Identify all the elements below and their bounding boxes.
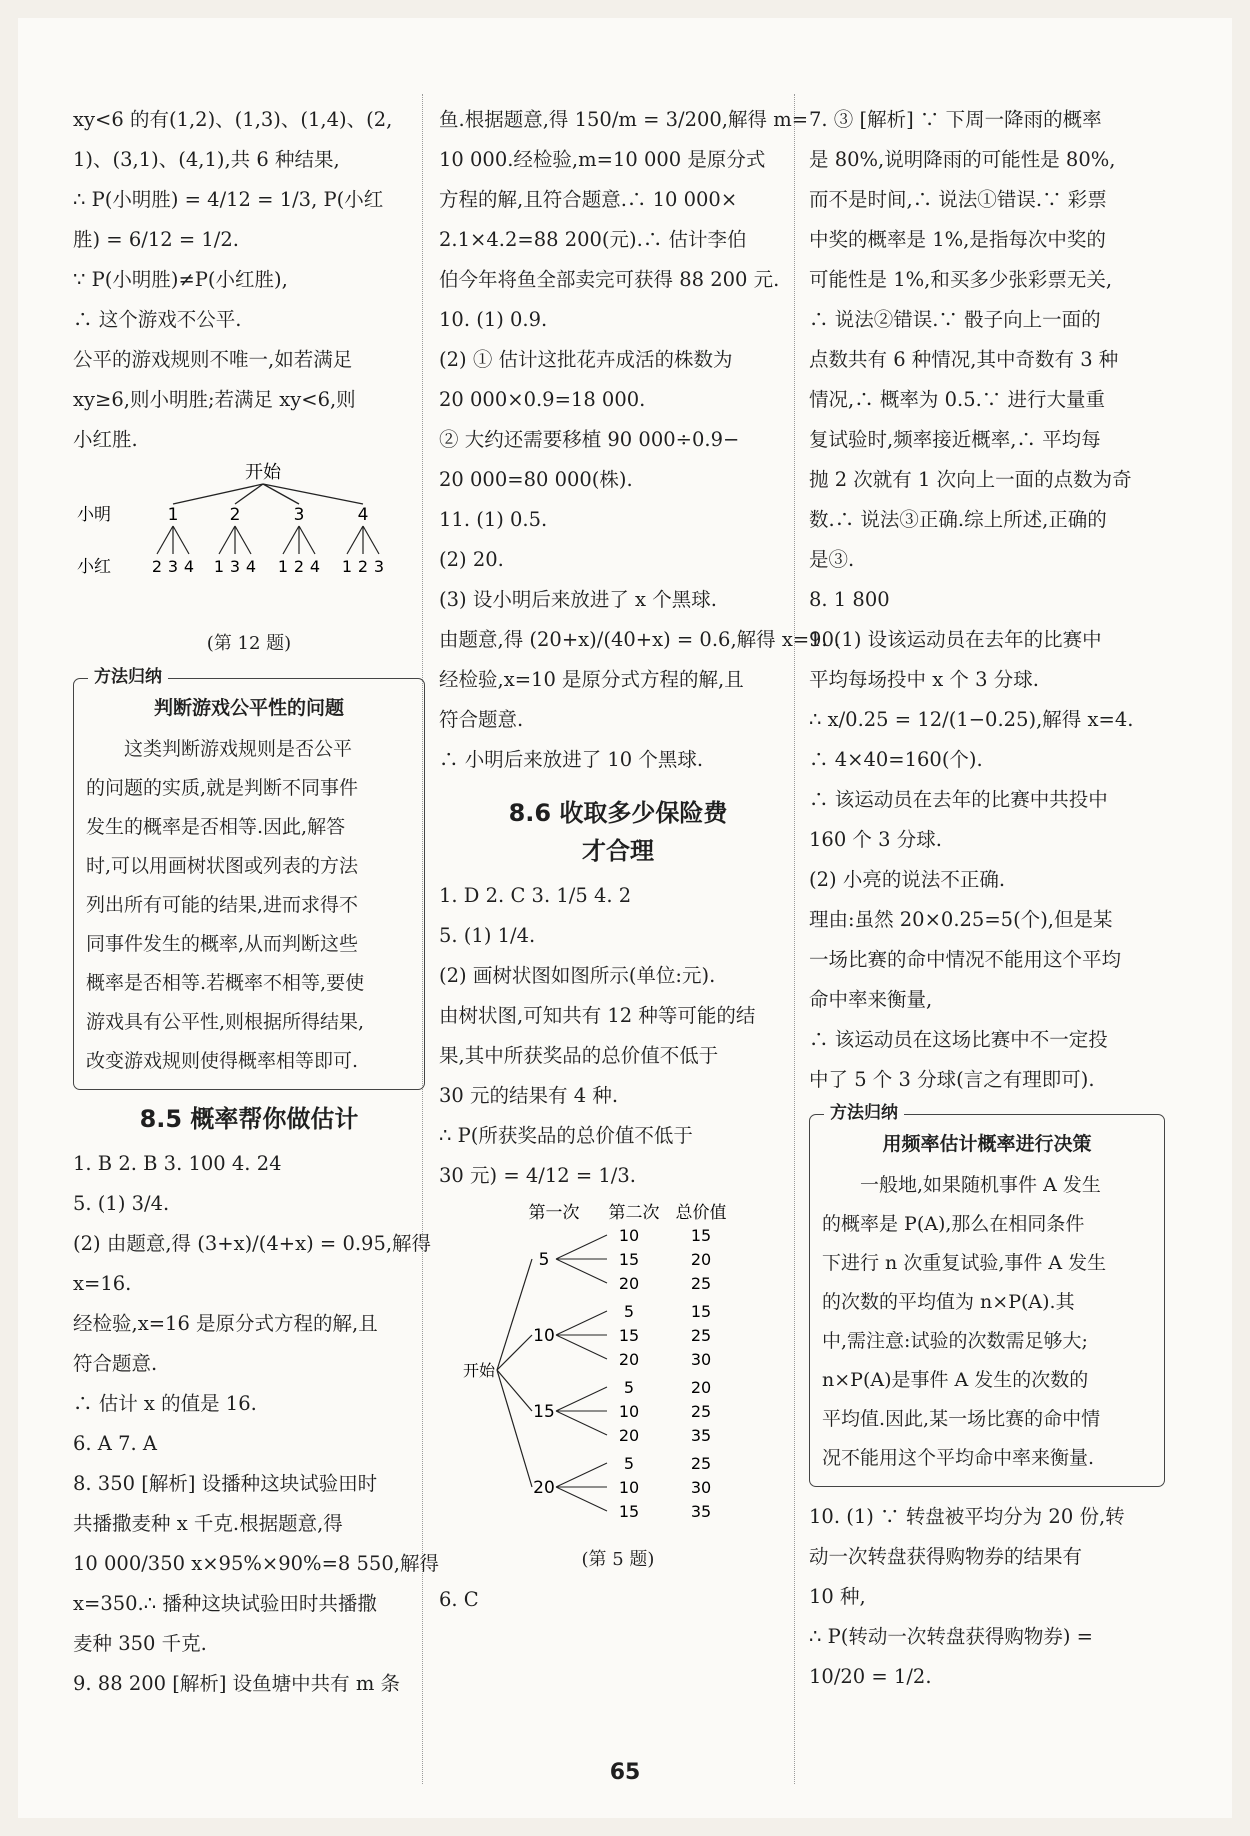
text-line: 命中率来衡量, (809, 988, 933, 1011)
tree-total-label: 25 (690, 1326, 712, 1345)
text-line: 是 80%,说明降雨的可能性是 80%, (809, 148, 1116, 171)
tree-node-label: 15 (533, 1402, 555, 1422)
text-line: 伯今年将鱼全部卖完可获得 88 200 元. (439, 268, 780, 291)
tree-branch (363, 526, 379, 554)
method-body (86, 730, 412, 1081)
text-line: 符合题意. (73, 1352, 158, 1375)
text-line: ∴ P(转动一次转盘获得购物券) = (809, 1625, 1093, 1648)
tree-leaf-label: 15 (618, 1502, 640, 1521)
text-line: 11. (1) 0.5. (439, 508, 548, 531)
text-line: 可能性是 1%,和买多少张彩票无关, (809, 268, 1113, 291)
text-line: ∴ P(小明胜) = 4/12 = 1/3, P(小红 (73, 188, 384, 211)
text-line: 共播撒麦种 x 千克.根据题意,得 (73, 1512, 343, 1535)
section-title (439, 794, 797, 870)
answer-line: 6. C (439, 1588, 479, 1611)
section-title-line: 8.6 收取多少保险费 (508, 799, 728, 827)
text-line: 游戏具有公平性,则根据所得结果, (86, 1011, 365, 1033)
text-line: 10 000.经检验,m=10 000 是原分式 (439, 148, 766, 171)
tree-leaf-label: 1 (277, 557, 289, 576)
text-line: 6. A 7. A (73, 1432, 157, 1455)
tree-diagram-svg (439, 1196, 797, 1526)
text-line: 5. (1) 3/4. (73, 1192, 170, 1215)
text-line: (2) 画树状图如图所示(单位:元). (439, 964, 716, 987)
text-line: 鱼.根据题意,得 150/m = 3/200,解得 m= (439, 108, 809, 131)
text-line: (2) 由题意,得 (3+x)/(4+x) = 0.95,解得 (73, 1232, 432, 1255)
text-line: 经检验,x=10 是原分式方程的解,且 (439, 668, 744, 691)
method-summary-box (809, 1103, 1165, 1487)
method-summary-box (73, 667, 425, 1090)
text-line: ∴ P(所获奖品的总价值不低于 (439, 1124, 693, 1147)
answer-text-block (809, 100, 1165, 1100)
method-body (822, 1166, 1152, 1478)
text-line: 由树状图,可知共有 12 种等可能的结 (439, 1004, 756, 1027)
tree-total-label: 15 (690, 1302, 712, 1321)
tree-branch (556, 1487, 607, 1511)
tree-branch (347, 526, 363, 554)
page-number: 65 (609, 1760, 641, 1785)
tree-branch (556, 1311, 607, 1335)
text-line: 1. D 2. C 3. 1/5 4. 2 (439, 884, 632, 907)
text-line: ∴ x/0.25 = 12/(1−0.25),解得 x=4. (809, 708, 1134, 731)
text-line: 点数共有 6 种情况,其中奇数有 3 种 (809, 348, 1119, 371)
tree-leaf-label: 5 (623, 1302, 635, 1321)
text-line: 5. (1) 1/4. (439, 924, 536, 947)
text-line: 的概率是 P(A),那么在相同条件 (822, 1213, 1085, 1235)
tree-leaf-label: 10 (618, 1402, 640, 1421)
text-line: 8. 350 [解析] 设播种这块试验田时 (73, 1472, 378, 1495)
text-line: 小红胜. (73, 428, 138, 451)
figure-caption: (第 5 题) (581, 1549, 655, 1570)
text-line: (2) 20. (439, 548, 504, 571)
text-line: 一场比赛的命中情况不能用这个平均 (809, 948, 1122, 971)
text-line: 8. 1 800 (809, 588, 890, 611)
tree-node-label: 2 (229, 505, 241, 525)
tree-branch (497, 1370, 532, 1487)
tree-total-label: 20 (690, 1378, 712, 1397)
tree-total-label: 30 (690, 1350, 712, 1369)
text-line: 中了 5 个 3 分球(言之有理即可). (809, 1068, 1095, 1091)
text-line: 30 元的结果有 4 种. (439, 1084, 619, 1107)
tree-leaf-label: 3 (167, 557, 179, 576)
text-line: 平均每场投中 x 个 3 分球. (809, 668, 1039, 691)
tree-branch (173, 526, 189, 554)
tree-diagram-q12 (73, 460, 425, 664)
text-line: 9. 88 200 [解析] 设鱼塘中共有 m 条 (73, 1672, 401, 1695)
text-line: 果,其中所获奖品的总价值不低于 (439, 1044, 719, 1067)
tree-leaf-label: 3 (229, 557, 241, 576)
text-line: 的次数的平均值为 n×P(A).其 (822, 1291, 1075, 1313)
text-line: x=16. (73, 1272, 132, 1295)
tree-root-label: 开始 (245, 462, 281, 483)
tree-leaf-label: 5 (623, 1454, 635, 1473)
workbook-page (18, 18, 1232, 1818)
text-line: 9. (1) 设该运动员在去年的比赛中 (809, 628, 1102, 651)
tree-leaf-label: 2 (357, 557, 369, 576)
text-line: 10. (1) 0.9. (439, 308, 548, 331)
text-line: 20 000=80 000(株). (439, 468, 633, 491)
text-line: ∴ 说法②错误.∵ 骰子向上一面的 (809, 308, 1101, 331)
tree-leaf-label: 2 (293, 557, 305, 576)
column-left (73, 100, 439, 1704)
tree-header-label: 总价值 (675, 1203, 727, 1223)
tree-branch (556, 1411, 607, 1435)
tree-branch (556, 1387, 607, 1411)
tree-row-label: 小红 (77, 557, 111, 577)
tree-node-label: 1 (167, 505, 179, 525)
text-line: 符合题意. (439, 708, 524, 731)
tree-branch (556, 1463, 607, 1487)
tree-leaf-label: 20 (618, 1426, 640, 1445)
tree-leaf-label: 4 (245, 557, 257, 576)
tree-leaf-label: 10 (618, 1478, 640, 1497)
tree-node-label: 20 (533, 1478, 555, 1498)
text-line: (2) 小亮的说法不正确. (809, 868, 1006, 891)
tree-header-label: 第二次 (608, 1203, 660, 1223)
text-line: 概率是否相等.若概率不相等,要使 (86, 972, 365, 994)
text-line: 同事件发生的概率,从而判断这些 (86, 933, 359, 955)
text-line: 而不是时间,∴ 说法①错误.∵ 彩票 (809, 188, 1107, 211)
method-tag: 方法归纳 (824, 1101, 904, 1125)
text-line: ∴ 估计 x 的值是 16. (73, 1392, 257, 1415)
text-line: (2) ① 估计这批花卉成活的株数为 (439, 348, 733, 371)
tree-branch (556, 1259, 607, 1283)
tree-branch (299, 526, 315, 554)
text-line: 中,需注意:试验的次数需足够大; (822, 1330, 1088, 1352)
text-line: 10. (1) ∵ 转盘被平均分为 20 份,转 (809, 1505, 1125, 1528)
text-line: 160 个 3 分球. (809, 828, 942, 851)
text-line: 这类判断游戏规则是否公平 (124, 738, 353, 760)
method-title: 判断游戏公平性的问题 (153, 697, 344, 719)
method-tag: 方法归纳 (88, 665, 168, 689)
text-line: 2.1×4.2=88 200(元).∴ 估计李伯 (439, 228, 747, 251)
method-title: 用频率估计概率进行决策 (882, 1133, 1092, 1155)
text-line: 1)、(3,1)、(4,1),共 6 种结果, (73, 148, 340, 171)
text-line: 发生的概率是否相等.因此,解答 (86, 816, 346, 838)
tree-leaf-label: 4 (309, 557, 321, 576)
tree-node-label: 3 (293, 505, 305, 525)
text-line: xy<6 的有(1,2)、(1,3)、(1,4)、(2, (73, 108, 393, 131)
text-line: 20 000×0.9=18 000. (439, 388, 646, 411)
tree-leaf-label: 5 (623, 1378, 635, 1397)
tree-leaf-label: 15 (618, 1250, 640, 1269)
tree-branch (556, 1235, 607, 1259)
text-line: 1. B 2. B 3. 100 4. 24 (73, 1152, 282, 1175)
tree-diagram-q5 (439, 1196, 797, 1580)
tree-branch (556, 1335, 607, 1359)
tree-total-label: 20 (690, 1250, 712, 1269)
section-title: 8.5 概率帮你做估计 (139, 1105, 359, 1133)
tree-leaf-label: 3 (373, 557, 385, 576)
section-title-line: 才合理 (582, 837, 654, 865)
tree-header-label: 第一次 (528, 1203, 580, 1223)
text-line: ∵ P(小明胜)≠P(小红胜), (73, 268, 288, 291)
tree-total-label: 15 (690, 1226, 712, 1245)
text-line: 平均值.因此,某一场比赛的命中情 (822, 1408, 1101, 1430)
tree-diagram-svg (73, 460, 425, 610)
text-line: xy≥6,则小明胜;若满足 xy<6,则 (73, 388, 356, 411)
text-line: ∴ 该运动员在这场比赛中不一定投 (809, 1028, 1108, 1051)
text-line: 10/20 = 1/2. (809, 1665, 932, 1688)
tree-leaf-label: 1 (213, 557, 225, 576)
text-line: (3) 设小明后来放进了 x 个黑球. (439, 588, 717, 611)
text-line: 时,可以用画树状图或列表的方法 (86, 855, 359, 877)
text-line: 麦种 350 千克. (73, 1632, 207, 1655)
tree-row-label: 小明 (77, 505, 111, 525)
tree-total-label: 25 (690, 1454, 712, 1473)
tree-leaf-label: 20 (618, 1350, 640, 1369)
tree-node-label: 4 (357, 505, 369, 525)
answer-text-block (73, 100, 425, 460)
text-line: 是③. (809, 548, 855, 571)
column-right (809, 100, 1165, 1697)
tree-leaf-label: 10 (618, 1226, 640, 1245)
tree-total-label: 35 (690, 1502, 712, 1521)
text-line: 情况,∴ 概率为 0.5.∵ 进行大量重 (809, 388, 1106, 411)
figure-caption: (第 12 题) (206, 633, 292, 654)
tree-total-label: 25 (690, 1274, 712, 1293)
text-line: 况不能用这个平均命中率来衡量. (822, 1447, 1095, 1469)
text-line: 抛 2 次就有 1 次向上一面的点数为奇 (809, 468, 1132, 491)
tree-branch (235, 526, 251, 554)
text-line: 7. ③ [解析] ∵ 下周一降雨的概率 (809, 108, 1102, 131)
text-line: 下进行 n 次重复试验,事件 A 发生 (822, 1252, 1107, 1274)
tree-branch (157, 526, 173, 554)
text-line: 公平的游戏规则不唯一,如若满足 (73, 348, 353, 371)
text-line: 胜) = 6/12 = 1/2. (73, 228, 239, 251)
text-line: 列出所有可能的结果,进而求得不 (86, 894, 359, 916)
text-line: 的问题的实质,就是判断不同事件 (86, 777, 359, 799)
tree-node-label: 5 (538, 1250, 550, 1270)
text-line: 改变游戏规则使得概率相等即可. (86, 1050, 359, 1072)
tree-branch (283, 526, 299, 554)
text-line: 中奖的概率是 1%,是指每次中奖的 (809, 228, 1106, 251)
text-line: 数.∴ 说法③正确.综上所述,正确的 (809, 508, 1107, 531)
text-line: x=350.∴ 播种这块试验田时共播撒 (73, 1592, 377, 1615)
text-line: 一般地,如果随机事件 A 发生 (860, 1174, 1101, 1196)
tree-leaf-label: 15 (618, 1326, 640, 1345)
text-line: ∴ 4×40=160(个). (809, 748, 983, 771)
text-line: 10 种, (809, 1585, 866, 1608)
text-line: 由题意,得 (20+x)/(40+x) = 0.6,解得 x=10. (439, 628, 841, 651)
tree-total-label: 25 (690, 1402, 712, 1421)
tree-branch (497, 1259, 532, 1370)
text-line: ∴ 该运动员在去年的比赛中共投中 (809, 788, 1108, 811)
text-line: 复试验时,频率接近概率,∴ 平均每 (809, 428, 1101, 451)
text-line: n×P(A)是事件 A 发生的次数的 (822, 1369, 1089, 1391)
text-line: 经检验,x=16 是原分式方程的解,且 (73, 1312, 378, 1335)
text-line: 动一次转盘获得购物券的结果有 (809, 1545, 1083, 1568)
tree-node-label: 10 (533, 1326, 555, 1346)
tree-total-label: 30 (690, 1478, 712, 1497)
text-line: ② 大约还需要移植 90 000÷0.9− (439, 428, 740, 451)
tree-leaf-label: 2 (151, 557, 163, 576)
tree-root-label: 开始 (462, 1361, 496, 1380)
text-line: ∴ 小明后来放进了 10 个黑球. (439, 748, 704, 771)
text-line: 方程的解,且符合题意.∴ 10 000× (439, 188, 738, 211)
tree-leaf-label: 20 (618, 1274, 640, 1293)
answer-text-block (809, 1497, 1165, 1697)
tree-branch (219, 526, 235, 554)
tree-leaf-label: 1 (341, 557, 353, 576)
answer-text-block (73, 1144, 439, 1704)
tree-branch (263, 484, 363, 504)
tree-branch (497, 1370, 532, 1411)
text-line: 理由:虽然 20×0.25=5(个),但是某 (809, 908, 1113, 931)
tree-leaf-label: 4 (183, 557, 195, 576)
text-line: 30 元) = 4/12 = 1/3. (439, 1164, 636, 1187)
text-line: 10 000/350 x×95%×90%=8 550,解得 (73, 1552, 439, 1575)
answer-text-block (439, 876, 797, 1196)
text-line: ∴ 这个游戏不公平. (73, 308, 242, 331)
tree-total-label: 35 (690, 1426, 712, 1445)
